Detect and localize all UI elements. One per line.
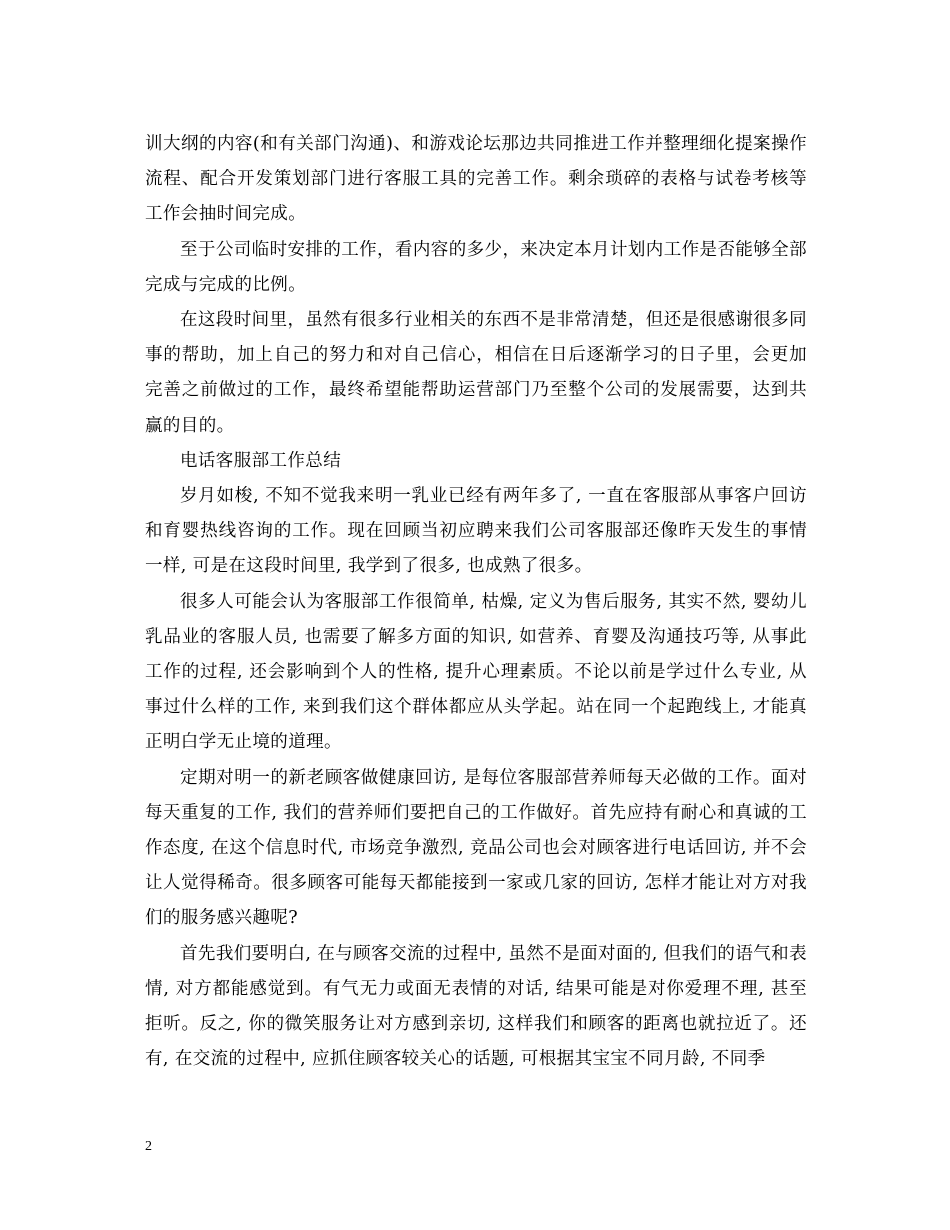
paragraph: 很多人可能会认为客服部工作很简单, 枯燥, 定义为售后服务, 其实不然, 婴幼儿乳品业的客服人员, 也需要了解多方面的知识, 如营养、育婴及沟通技巧等, 从事此工作的过程, 还会影响到个人的性格, 提升心理素质。不论以前是学过什么专业, 从事过什么样的工作, 来到我们这个群体都应从头学起。站在同一个起跑线上, 才能真正明白学无止境的道理。: [145, 591, 807, 753]
paragraph: 至于公司临时安排的工作，看内容的多少，来决定本月计划内工作是否能够全部完成与完成的比例。: [145, 239, 807, 295]
paragraph: 在这段时间里，虽然有很多行业相关的东西不是非常清楚，但还是很感谢很多同事的帮助，加上自己的努力和对自己信心，相信在日后逐渐学习的日子里，会更加完善之前做过的工作，最终希望能帮助运营部门乃至整个公司的发展需要，达到共赢的目的。: [145, 310, 807, 436]
paragraph: 岁月如梭, 不知不觉我来明一乳业已经有两年多了, 一直在客服部从事客户回访和育婴热线咨询的工作。现在回顾当初应聘来我们公司客服部还像昨天发生的事情一样, 可是在这段时间里, 我学到了很多, 也成熟了很多。: [145, 486, 807, 577]
document-body: [145, 127, 807, 1077]
page-number: 2: [145, 1139, 152, 1154]
paragraph: 定期对明一的新老顾客做健康回访, 是每位客服部营养师每天必做的工作。面对每天重复的工作, 我们的营养师们要把自己的工作做好。首先应持有耐心和真诚的工作态度, 在这个信息时代, 市场竞争激烈, 竞品公司也会对顾客进行电话回访, 并不会让人觉得稀奇。很多顾客可能每天都能接到一家或几家的回访, 怎样才能让对方对我们的服务感兴趣呢?: [145, 767, 807, 929]
paragraph: 首先我们要明白, 在与顾客交流的过程中, 虽然不是面对面的, 但我们的语气和表情, 对方都能感觉到。有气无力或面无表情的对话, 结果可能是对你爱理不理, 甚至拒听。反之, 你的微笑服务让对方感到亲切, 这样我们和顾客的距离也就拉近了。还有, 在交流的过程中, 应抓住顾客较关心的话题, 可根据其宝宝不同月龄, 不同季: [145, 943, 807, 1070]
section-heading: 电话客服部工作总结: [180, 450, 342, 471]
paragraph-continuation: 训大纲的内容(和有关部门沟通)、和游戏论坛那边共同推进工作并整理细化提案操作流程、配合开发策划部门进行客服工具的完善工作。剩余琐碎的表格与试卷考核等工作会抽时间完成。: [145, 134, 807, 225]
